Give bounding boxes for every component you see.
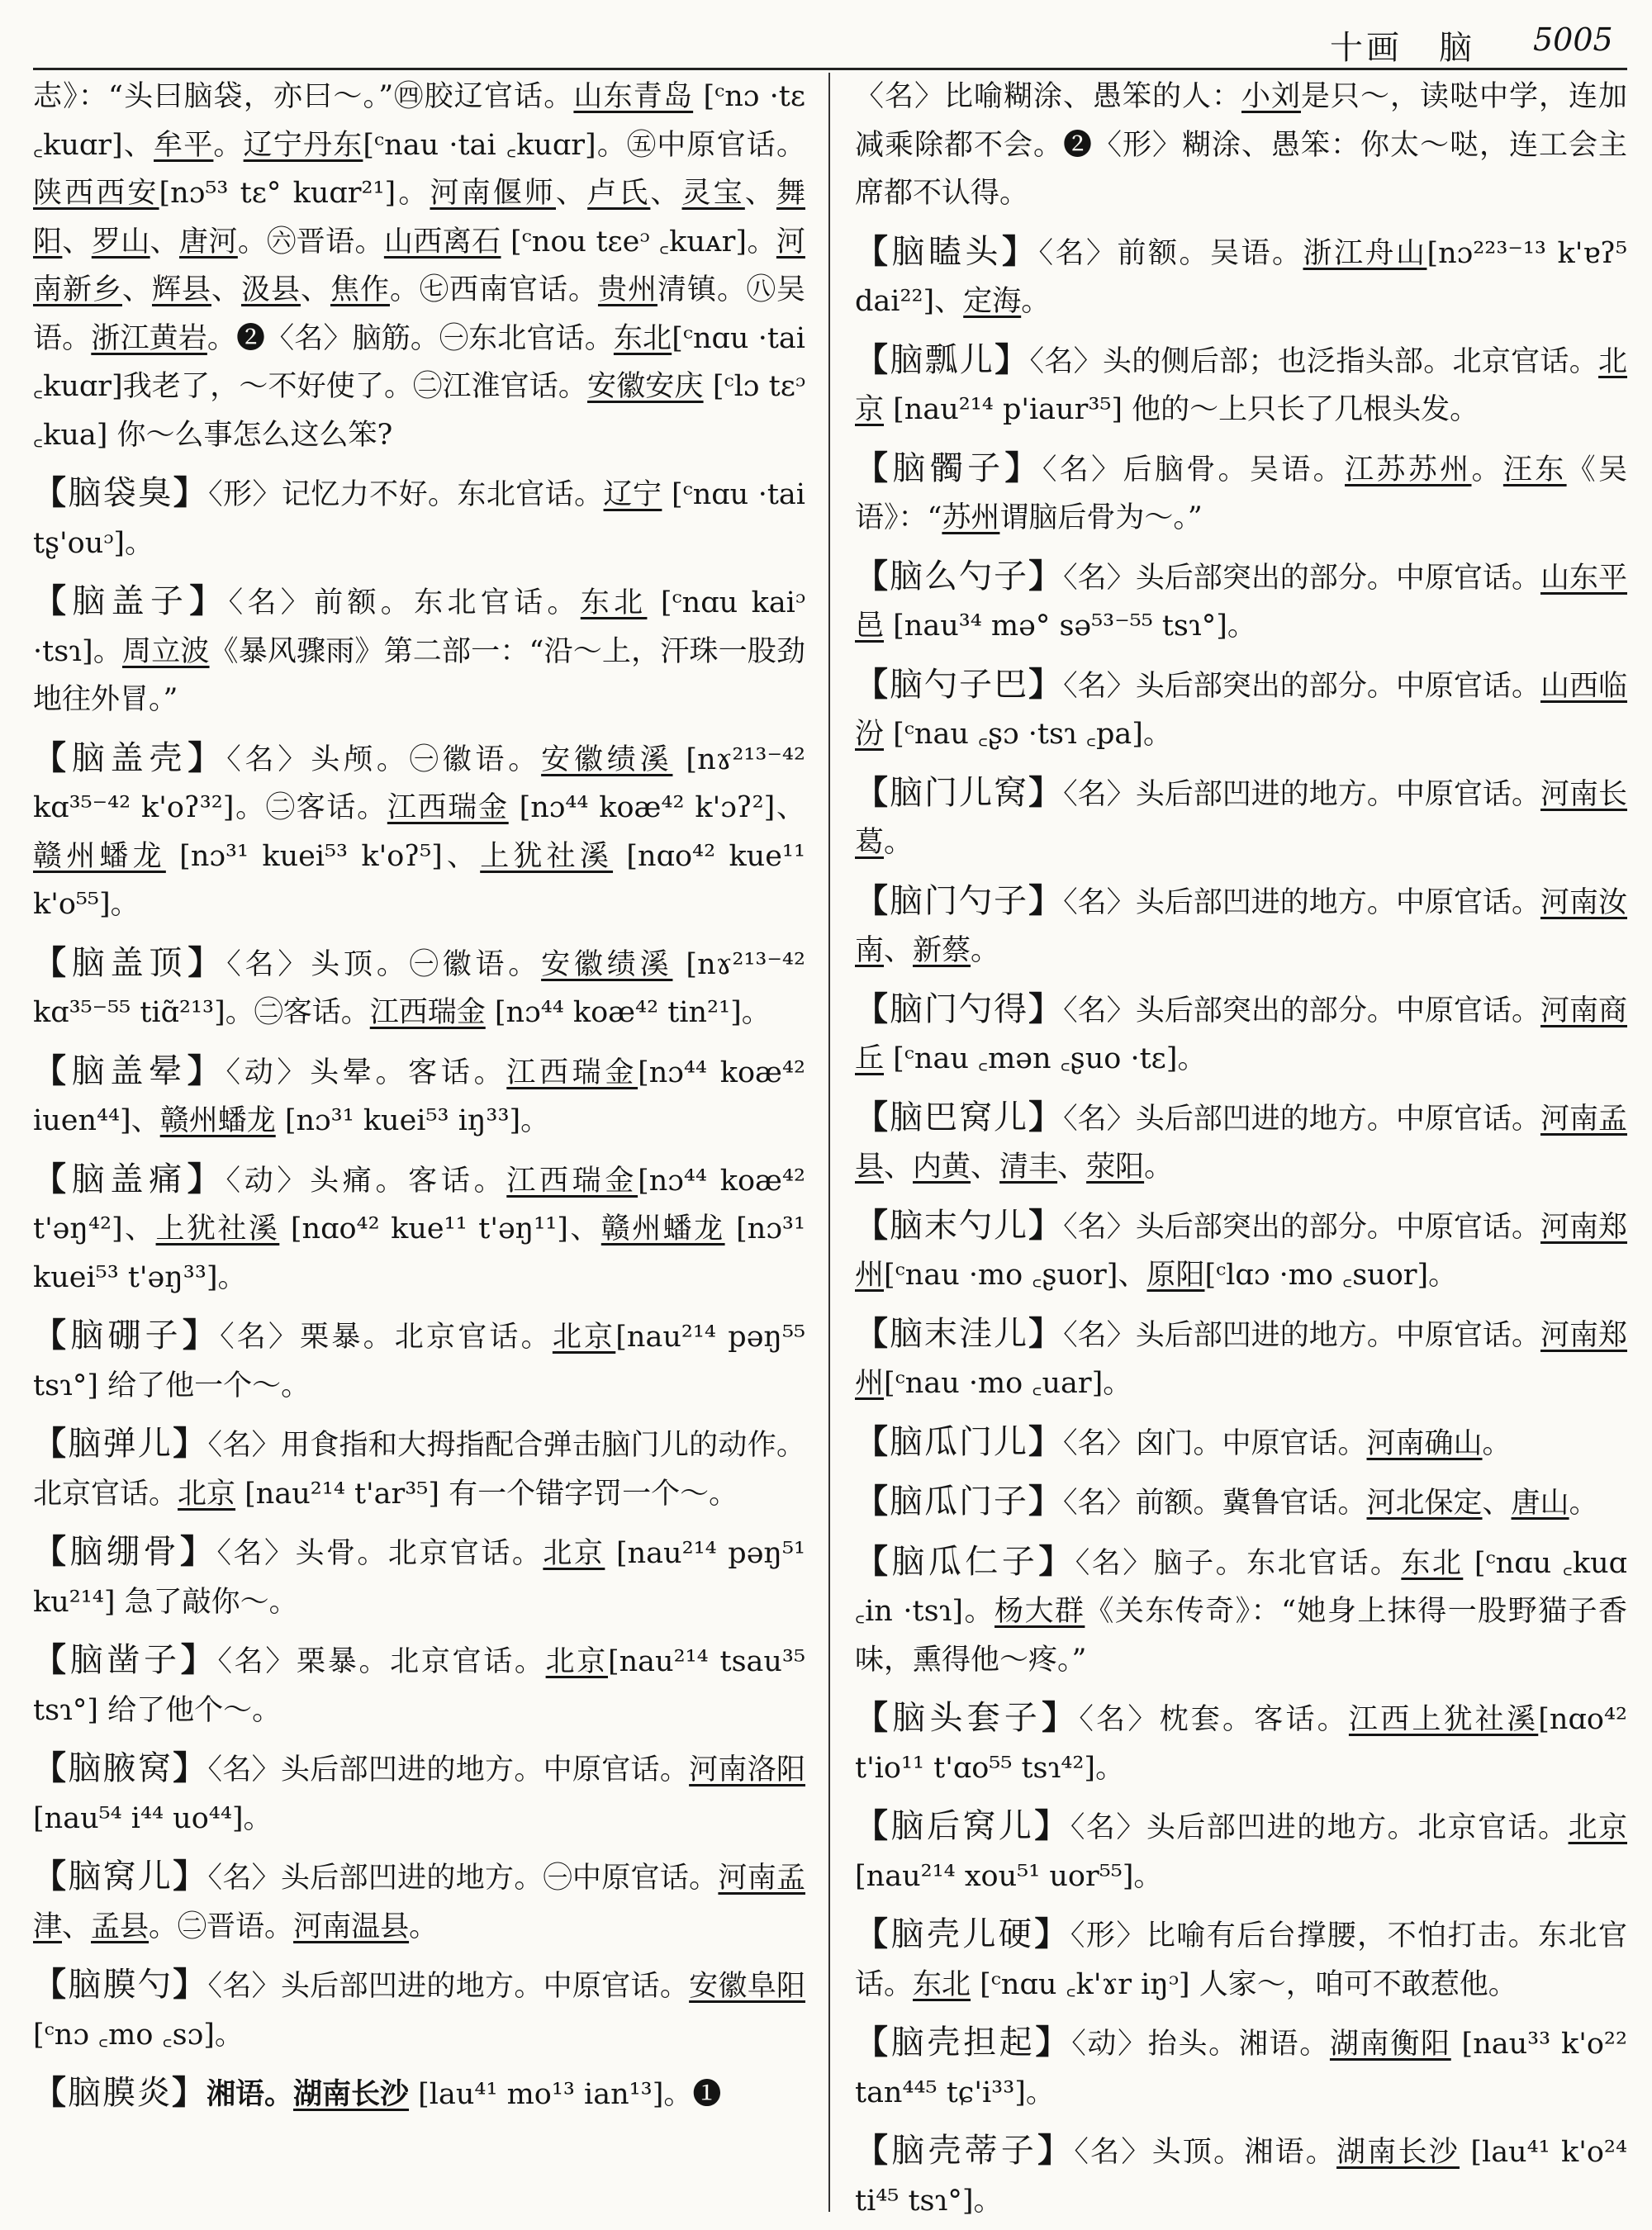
place-name: 江西瑞金 (387, 791, 509, 824)
entry-headword: 【脑弹儿】 (33, 1424, 208, 1463)
place-name: 辽宁 (603, 478, 662, 511)
place-name: 赣州蟠龙 (159, 1104, 276, 1137)
entry-definition: 〈名〉头后部突出的部分。中原官话。河南商丘 [ᶜnau ꜀mən ꜀ʂuo ·tɛ]。 (855, 994, 1627, 1075)
place-name: 安徽阜阳 (689, 1970, 805, 2003)
place-name: 东北 (913, 1967, 971, 2001)
dictionary-entry (855, 1094, 1627, 1192)
place-name: 苏州 (942, 501, 1000, 534)
column-divider (828, 73, 830, 2212)
entry-definition: 〈形〉比喻有后台撑腰，不怕打击。东北官话。东北 [ᶜnɑu ꜀k'ɤr iŋᵓ] 人家～，咱可不敢惹他。 (855, 1919, 1627, 2001)
entry-definition: 志》：“头曰脑袋，亦曰～。”㊃胶辽官话。山东青岛 [ᶜnɔ ·tɛ ꜀kuɑr]、牟平。辽宁丹东[ᶜnau ·tai ꜀kuɑr]。㊄中原官话。陕西西安[nɔ⁵³ tɛ° kuɑr²¹]。河南偃师、卢氏、灵宝、舞阳、罗山、唐河。㊅晋语。山西离石 [ᶜnou tɛeᵓ ꜀kuᴀr]。河南新乡、辉县、汲县、焦作。㊆西南官话。贵州清镇。㊇吴语。浙江黄岩。❷〈名〉脑筋。㊀东北官话。东北[ᶜnɑu ·tai ꜀kuɑr]我老了，～不好使了。㊁江淮官话。安徽安庆 [ᶜlɔ tɛᵓ ꜀kua] 你～么事怎么这么笨? (33, 80, 805, 452)
place-name: 山东平邑 (855, 561, 1627, 643)
place-name: 孟县 (91, 1910, 150, 1943)
place-name: 赣州蟠龙 (33, 839, 166, 873)
entry-headword: 【脑盖壳】 (33, 738, 227, 777)
entry-headword: 【脑膜勺】 (33, 1965, 208, 2004)
entry-continuation (855, 73, 1627, 218)
dictionary-entry (855, 1310, 1627, 1408)
dictionary-entry (855, 228, 1627, 326)
place-name: 河南汝南 (855, 885, 1627, 967)
place-name: 北京 (855, 344, 1627, 426)
place-name: 东北 (1401, 1546, 1464, 1580)
entry-headword: 【脑窝儿】 (33, 1857, 208, 1896)
place-name: 河南孟津 (33, 1862, 805, 1943)
entry-definition: 〈名〉枕套。客话。江西上犹社溪[nɑo⁴² t'io¹¹ t'ɑo⁵⁵ tsɿ⁴²]。 (855, 1703, 1627, 1785)
entry-definition: 湘语。湖南长沙 [lau⁴¹ mo¹³ ian¹³]。❶ (206, 2077, 722, 2111)
dictionary-entry (33, 1961, 805, 2059)
right-column (855, 73, 1627, 2216)
place-name: 江西瑞金 (506, 1056, 638, 1089)
dictionary-entry (33, 939, 805, 1037)
dictionary-entry (855, 444, 1627, 543)
entry-headword: 【脑门勺得】 (855, 989, 1064, 1028)
entry-definition: 〈名〉前额。冀鲁官话。河北保定、唐山。 (1063, 1487, 1598, 1520)
place-name: 河南孟县 (855, 1102, 1627, 1184)
entry-headword: 【脑腋窝】 (33, 1748, 208, 1787)
dictionary-entry (855, 1910, 1627, 2009)
place-name: 辽宁丹东 (243, 128, 363, 162)
entry-headword: 【脑巴窝儿】 (855, 1097, 1064, 1136)
place-name: 河北保定 (1366, 1487, 1483, 1520)
place-name: 江苏苏州 (1345, 453, 1472, 486)
dictionary-entry (855, 985, 1627, 1084)
place-name: 东北 (580, 586, 648, 619)
entry-definition: 〈名〉头后部凹进的地方。北京官话。北京 [nau²¹⁴ xou⁵¹ uor⁵⁵]。 (855, 1811, 1627, 1893)
dictionary-entry (33, 1420, 805, 1518)
entry-definition: 〈名〉头后部凹进的地方。中原官话。安徽阜阳 [ᶜnɔ ꜀mo ꜀sɔ]。 (33, 1970, 805, 2052)
entry-headword: 【脑壳儿硬】 (855, 1914, 1070, 1953)
dictionary-entry (33, 1744, 805, 1843)
dictionary-entry (33, 577, 805, 724)
place-name: 荥阳 (1086, 1151, 1145, 1184)
entry-headword: 【脑壳担起】 (855, 2023, 1072, 2062)
header-rule (33, 68, 1627, 70)
dictionary-entry (855, 336, 1627, 434)
place-name: 江西瑞金 (369, 996, 486, 1029)
place-name: 清丰 (999, 1151, 1058, 1184)
place-name: 汪东 (1502, 453, 1567, 486)
entry-headword: 【脑瓜仁子】 (855, 1541, 1075, 1581)
place-name: 唐河 (179, 225, 238, 259)
entry-definition: 〈名〉头后部突出的部分。中原官话。河南郑州[ᶜnau ·mo ꜀ʂuor]、原阳[ᶜlɑɔ ·mo ꜀suor]。 (855, 1210, 1627, 1292)
entry-definition: 〈名〉头的侧后部；也泛指头部。北京官话。北京 [nau²¹⁴ p'iaur³⁵] 他的～上只长了几根头发。 (855, 344, 1627, 426)
entry-continuation (33, 73, 805, 459)
entry-definition: 〈名〉前额。东北官话。东北 [ᶜnɑu kaiᵓ ·tsɿ]。周立波《暴风骤雨》第二部一：“沿～上，汗珠一股劲地往外冒。” (33, 586, 805, 716)
dictionary-entry (855, 769, 1627, 867)
place-name: 内黄 (913, 1151, 971, 1184)
place-name: 山东青岛 (573, 80, 694, 113)
place-name: 安徽绩溪 (541, 947, 673, 981)
entry-headword: 【脑盖晕】 (33, 1051, 226, 1090)
entry-definition: 〈名〉头后部凹进的地方。中原官话。河南长葛。 (855, 777, 1627, 859)
entry-definition: 〈名〉头后部凹进的地方。中原官话。河南汝南、新蔡。 (855, 885, 1627, 967)
place-name: 舞阳 (33, 177, 805, 259)
entry-definition: 〈名〉头后部凹进的地方。㊀中原官话。河南孟津、孟县。㊁晋语。河南温县。 (33, 1862, 805, 1943)
entry-headword: 【脑瞌头】 (855, 231, 1039, 271)
entry-headword: 【脑门勺子】 (855, 880, 1064, 920)
entry-headword: 【脑盖子】 (33, 581, 229, 620)
dictionary-entry (855, 877, 1627, 975)
entry-definition: 〈动〉抬头。湘语。湖南衡阳 [nau³³ k'o²² tan⁴⁴⁵ tɕ'i³³]。 (855, 2028, 1627, 2109)
dictionary-entry (33, 2069, 805, 2119)
place-name: 北京 (552, 1321, 616, 1354)
entry-headword: 【脑膜炎】 (33, 2073, 206, 2112)
entry-definition: 〈名〉头顶。湘语。湖南长沙 [lau⁴¹ k'o²⁴ ti⁴⁵ tsɿ°]。 (855, 2136, 1627, 2216)
place-name: 陕西西安 (33, 177, 159, 210)
dictionary-entry (33, 1853, 805, 1951)
entry-definition: 〈名〉头顶。㊀徽语。安徽绩溪 [nɤ²¹³⁻⁴² kɑ³⁵⁻⁵⁵ tiɑ̃²¹³]。㊁客话。江西瑞金 [nɔ⁴⁴ koæ⁴² tin²¹]。 (33, 947, 805, 1029)
place-name: 小刘 (1241, 80, 1301, 113)
place-name: 江西瑞金 (506, 1164, 638, 1198)
page-number: 5005 (1533, 21, 1613, 58)
entry-definition: 〈形〉记忆力不好。东北官话。辽宁 [ᶜnɑu ·tai tʂ'ouᵓ]。 (33, 478, 805, 560)
place-name: 东北 (613, 321, 672, 355)
place-name: 河南长葛 (855, 777, 1627, 859)
dictionary-entry (33, 1636, 805, 1734)
entry-headword: 【脑头套子】 (855, 1698, 1080, 1737)
dictionary-entry (33, 1155, 805, 1302)
place-name: 河南温县 (293, 1910, 410, 1943)
place-name: 牟平 (154, 128, 214, 162)
place-name: 上犹社溪 (155, 1212, 280, 1245)
dictionary-entry (855, 553, 1627, 651)
place-name: 湖南衡阳 (1329, 2028, 1451, 2061)
place-name: 贵州 (597, 273, 657, 306)
running-head: 十画 脑 (1330, 29, 1475, 67)
dictionary-entry (855, 1802, 1627, 1900)
left-column (33, 73, 805, 2216)
entry-headword: 【脑瓢儿】 (855, 339, 1030, 379)
dictionary-entry (855, 2019, 1627, 2117)
entry-headword: 【脑勺子巴】 (855, 664, 1064, 704)
entry-definition: 〈名〉头后部突出的部分。中原官话。山东平邑 [nau³⁴ mə° sə⁵³⁻⁵⁵ tsɿ°]。 (855, 561, 1627, 643)
place-name: 新蔡 (913, 934, 971, 967)
place-name: 河南郑州 (855, 1318, 1627, 1400)
place-name: 定海 (963, 285, 1022, 318)
entry-definition: 〈名〉用食指和大拇指配合弹击脑门儿的动作。北京官话。北京 [nau²¹⁴ t'ar³⁵] 有一个错字罚一个～。 (33, 1429, 805, 1511)
place-name: 安徽安庆 (587, 370, 704, 403)
entry-headword: 【脑凿子】 (33, 1640, 218, 1679)
entry-headword: 【脑么勺子】 (855, 556, 1064, 595)
place-name: 江西上犹社溪 (1348, 1703, 1539, 1736)
place-name: 湖南长沙 (1336, 2136, 1460, 2169)
entry-definition: 〈名〉前额。吴语。浙江舟山[nɔ²²³⁻¹³ k'ɐʔ⁵ dai²²]、定海。 (855, 236, 1627, 318)
place-name: 北京 (543, 1537, 605, 1570)
entry-definition: 〈动〉头痛。客话。江西瑞金[nɔ⁴⁴ koæ⁴² t'əŋ⁴²]、上犹社溪 [nɑo⁴² kue¹¹ t'əŋ¹¹]、赣州蟠龙 [nɔ³¹ kuei⁵³ t'əŋ³³]。 (33, 1164, 805, 1294)
place-name: 上犹社溪 (480, 839, 614, 873)
dictionary-entry (855, 1694, 1627, 1792)
entry-definition: 〈名〉栗暴。北京官话。北京[nau²¹⁴ pəŋ⁵⁵ tsɿ°] 给了他一个～。 (33, 1321, 805, 1402)
place-name: 赣州蟠龙 (601, 1212, 725, 1245)
place-name: 河南洛阳 (689, 1753, 805, 1786)
dictionary-entry (855, 1478, 1627, 1528)
place-name: 焦作 (330, 273, 390, 306)
dictionary-entry (33, 1312, 805, 1410)
dictionary-entry (33, 1047, 805, 1146)
place-name: 北京 (1568, 1811, 1627, 1844)
place-name: 河南新乡 (33, 225, 805, 306)
place-name: 杨大群 (995, 1595, 1085, 1628)
place-name: 汲县 (240, 273, 301, 306)
entry-headword: 【脑后窝儿】 (855, 1806, 1070, 1845)
place-name: 浙江舟山 (1303, 236, 1427, 270)
place-name: 卢氏 (587, 177, 651, 210)
place-name: 辉县 (151, 273, 211, 306)
place-name: 周立波 (122, 634, 210, 668)
place-name: 河南偃师 (430, 177, 556, 210)
entry-definition: 〈名〉头骨。北京官话。北京 [nau²¹⁴ pəŋ⁵¹ ku²¹⁴] 急了敲你～。 (33, 1537, 805, 1619)
entry-headword: 【脑硼子】 (33, 1316, 221, 1355)
place-name: 原阳 (1146, 1259, 1205, 1292)
place-name: 河南确山 (1366, 1426, 1483, 1460)
dictionary-entry (33, 734, 805, 929)
dictionary-entry (855, 1538, 1627, 1685)
place-name: 安徽绩溪 (541, 743, 673, 776)
entry-definition: 〈名〉头后部凹进的地方。中原官话。河南郑州[ᶜnau ·mo ꜀uar]。 (855, 1318, 1627, 1400)
entry-definition: 〈名〉头颅。㊀徽语。安徽绩溪 [nɤ²¹³⁻⁴² kɑ³⁵⁻⁴² k'oʔ³²]。㊁客话。江西瑞金 [nɔ⁴⁴ koæ⁴² k'ɔʔ²]、赣州蟠龙 [nɔ³¹ kuei⁵³ k'oʔ⁵]、上犹社溪 [nɑo⁴² kue¹¹ k'o⁵⁵]。 (33, 743, 805, 921)
place-name: 北京 (545, 1645, 608, 1678)
place-name: 河南郑州 (855, 1210, 1627, 1292)
dictionary-entry (33, 469, 805, 567)
entry-headword: 【脑瓜门儿】 (855, 1421, 1063, 1461)
place-name: 唐山 (1511, 1487, 1569, 1520)
page-header (0, 0, 1652, 66)
entry-headword: 【脑盖痛】 (33, 1159, 226, 1198)
entry-headword: 【脑瓜门子】 (855, 1482, 1063, 1521)
entry-definition: 〈名〉囟门。中原官话。河南确山。 (1063, 1426, 1512, 1460)
entry-headword: 【脑末勺儿】 (855, 1205, 1064, 1245)
entry-definition: 〈名〉比喻糊涂、愚笨的人：小刘是只～，读哒中学，连加减乘除都不会。❷〈形〉糊涂、愚笨：你太～哒，连工会主席都不认得。 (855, 80, 1627, 210)
entry-headword: 【脑门儿窝】 (855, 772, 1064, 812)
entry-definition: 〈名〉栗暴。北京官话。北京[nau²¹⁴ tsau³⁵ tsɿ°] 给了他个～。 (33, 1645, 805, 1727)
dictionary-entry (855, 1418, 1627, 1468)
entry-definition: 〈名〉后脑骨。吴语。江苏苏州。汪东《吴语》：“苏州谓脑后骨为～。” (855, 453, 1627, 534)
dictionary-entry (855, 661, 1627, 759)
entry-headword: 【脑袋臭】 (33, 473, 209, 512)
place-name: 灵宝 (681, 177, 745, 210)
entry-headword: 【脑壳蒂子】 (855, 2131, 1075, 2170)
place-name: 河南商丘 (855, 994, 1627, 1075)
dictionary-entry (855, 2127, 1627, 2216)
place-name: 湖南长沙 (293, 2077, 410, 2111)
dictionary-entry (33, 1528, 805, 1626)
entry-headword: 【脑绷骨】 (33, 1532, 217, 1571)
entry-definition: 〈动〉头晕。客话。江西瑞金[nɔ⁴⁴ koæ⁴² iuen⁴⁴]、赣州蟠龙 [nɔ³¹ kuei⁵³ iŋ³³]。 (33, 1056, 805, 1137)
entry-definition: 〈名〉头后部突出的部分。中原官话。山西临汾 [ᶜnau ꜀ʂɔ ·tsɿ ꜀pa]。 (855, 669, 1627, 751)
place-name: 山西临汾 (855, 669, 1627, 751)
entry-headword: 【脑盖顶】 (33, 942, 227, 982)
place-name: 北京 (178, 1477, 236, 1511)
entry-definition: 〈名〉脑子。东北官话。东北 [ᶜnɑu ꜀kuɑ ꜀in ·tsɿ]。杨大群《关东传奇》：“她身上抹得一股野猫子香味，熏得他～疼。” (855, 1546, 1627, 1677)
entry-headword: 【脑髑子】 (855, 448, 1042, 487)
entry-definition: 〈名〉头后部凹进的地方。中原官话。河南孟县、内黄、清丰、荥阳。 (855, 1102, 1627, 1184)
place-name: 罗山 (91, 225, 150, 259)
entry-definition: 〈名〉头后部凹进的地方。中原官话。河南洛阳 [nau⁵⁴ i⁴⁴ uo⁴⁴]。 (33, 1753, 805, 1835)
entry-headword: 【脑末洼儿】 (855, 1313, 1064, 1353)
place-name: 浙江黄岩 (91, 321, 207, 355)
dictionary-entry (855, 1202, 1627, 1300)
place-name: 山西离石 (383, 225, 501, 259)
